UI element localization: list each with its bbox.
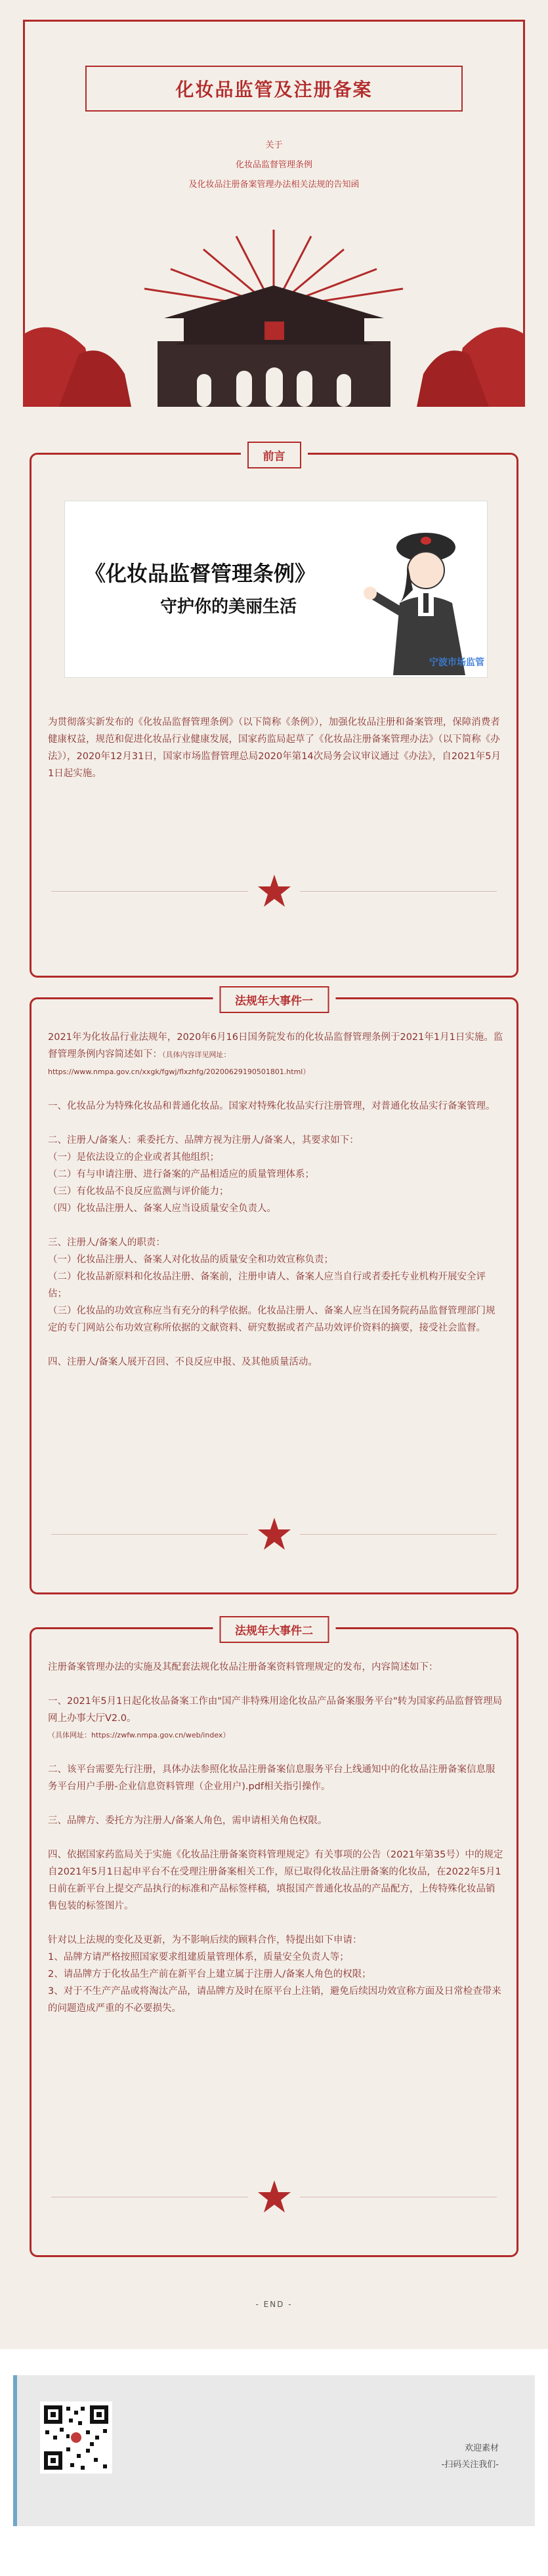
divider-right (300, 891, 497, 892)
event2-section (30, 1627, 518, 2257)
end-marker: - END - (255, 2300, 293, 2309)
event1-intro-text: 2021年为化妆品行业法规年，2020年6月16日国务院发布的化妆品监督管理条例于2021年1月1日实施。监督管理条例内容简述如下： (48, 1032, 503, 1060)
red-star-icon (257, 2179, 292, 2214)
tiananmen-gate-illustration (0, 223, 548, 407)
event1-url[interactable]: https://www.nmpa.gov.cn/xxgk/fgwj/flxzhfg/20200629190501801.html） (48, 1068, 310, 1076)
event2-item-url[interactable]: （具体网址：https://zwfw.nmpa.gov.cn/web/index） (48, 1731, 230, 1739)
promo-line-1: 《化妆品监督管理条例》 (85, 561, 316, 586)
preface-tag (241, 442, 308, 468)
header-sub-1: 关于 (265, 140, 283, 150)
header-sub-3: 及化妆品注册备案管理办法相关法规的告知函 (188, 180, 360, 190)
preface-body (48, 714, 504, 782)
event1-item: 四、注册人/备案人展开召回、不良反应申报、及其他质量活动。 (48, 1357, 318, 1367)
event1-section (30, 997, 518, 1594)
event2-tag-label: 法规年大事件二 (219, 1616, 329, 1643)
red-star-icon (257, 1516, 292, 1552)
follow-card (13, 2375, 535, 2526)
event1-item: （一）是依法设立的企业或者其他组织； (48, 1152, 219, 1163)
event1-item: （三）有化妆品不良反应监测与评价能力； (48, 1186, 229, 1197)
event2-item: 三、品牌方、委托方为注册人/备案人角色，需申请相关角色权限。 (48, 1816, 327, 1826)
event2-item: 一、2021年5月1日起化妆品备案工作由"国产非特殊用途化妆品产品备案服务平台"转为国家药品监督管理局网上办事大厅V2.0。 (48, 1696, 503, 1724)
page-title: 化妆品监管及注册备案 (175, 79, 373, 100)
preface-section (30, 450, 518, 978)
header-sub-2: 化妆品监督管理条例 (235, 160, 312, 170)
event1-tag (213, 986, 335, 1013)
promo-banner (64, 501, 488, 678)
divider-right (300, 1534, 497, 1535)
event2-tag (213, 1616, 335, 1643)
event1-tag-label: 法规年大事件一 (219, 986, 329, 1013)
footer-line-1: 欢迎素材 (464, 2443, 499, 2453)
promo-line-2: 守护你的美丽生活 (160, 597, 297, 617)
event2-body (48, 1659, 504, 2017)
event1-item: 一、化妆品分为特殊化妆品和普通化妆品。国家对特殊化妆品实行注册管理，对普通化妆品实行备案管理。 (48, 1101, 495, 1111)
qr-code-icon[interactable] (40, 2401, 112, 2474)
event2-item: 针对以上法规的变化及更新，为不影响后续的顾料合作，特提出如下申请： (48, 1935, 362, 1945)
preface-tag-label: 前言 (247, 442, 301, 468)
officer-illustration (354, 511, 485, 675)
red-star-icon (257, 873, 292, 909)
event1-body (48, 1029, 504, 1371)
preface-paragraph: 为贯彻落实新发布的《化妆品监督管理条例》（以下简称《条例》），加强化妆品注册和备案管理，保障消费者健康权益，规范和促进化妆品行业健康发展，国家药监局起草了《化妆品注册备案管理办法》（以下简称《办法》），2020年12月31日，国家市场监督管理总局2020年第14次局务会议审议通过《办法》，自2021年5月1日起实施。 (48, 717, 501, 779)
event1-item: （二）化妆品新原料和化妆品注册、备案前，注册申请人、备案人应当自行或者委托专业机构开展安全评估； (48, 1272, 486, 1299)
event1-intro-note: （具体内容详见网址： (162, 1050, 231, 1059)
event2-item: 二、该平台需要先行注册，具体办法参照化妆品注册备案信息服务平台上线通知中的化妆品注册备案信息服务平台用户手册-企业信息资料管理（企业用户).pdf相关指引操作。 (48, 1764, 495, 1792)
event2-intro: 注册备案管理办法的实施及其配套法规化妆品注册备案资料管理规定的发布，内容简述如下： (48, 1662, 438, 1672)
promo-logo-text: 宁波市场监管 (429, 657, 484, 668)
event2-item: 1、品牌方请严格按照国家要求组建质量管理体系，质量安全负责人等； (48, 1952, 349, 1963)
event1-intro (48, 1029, 504, 1064)
header (0, 0, 548, 407)
event1-item: 二、注册人/备案人：乘委托方、品牌方视为注册人/备案人，其要求如下： (48, 1135, 359, 1146)
event1-item: （二）有与申请注册、进行备案的产品相适应的质量管理体系； (48, 1169, 314, 1180)
event2-item: 3、对于不生产产品或将淘汰产品，请品牌方及时在原平台上注销，避免后续因功效宣称方面及日常检查带来的问题造成严重的不必要损失。 (48, 1986, 501, 2014)
footer (0, 2349, 548, 2576)
event2-item: 四、依据国家药监局关于实施《化妆品注册备案资料管理规定》有关事项的公告（2021年第35号）中的规定自2021年5月1日起申平台不在受理注册备案相关工作，原已取得化妆品注册备案的化妆品，在2022年5月1日前在新平台上提交产品执行的标准和产品标签样稿，填报国产普通化妆品的产品配方，上传特殊化妆品销售包装的标签图片。 (48, 1850, 503, 1911)
event1-item: 三、注册人/备案人的职责： (48, 1237, 165, 1248)
divider-left (51, 891, 248, 892)
title-box (85, 66, 463, 112)
footer-line-2: -扫码关注我们- (441, 2460, 499, 2470)
event1-item: （一）化妆品注册人、备案人对化妆品的质量安全和功效宣称负责； (48, 1255, 333, 1265)
divider-left (51, 1534, 248, 1535)
event2-item: 2、请品牌方于化妆品生产前在新平台上建立属于注册人/备案人角色的权限； (48, 1969, 371, 1980)
event1-item: （四）化妆品注册人、备案人应当设质量安全负责人。 (48, 1203, 276, 1214)
event1-item: （三）化妆品的功效宣称应当有充分的科学依据。化妆品注册人、备案人应当在国务院药品监督管理部门规定的专门网站公布功效宣称所依据的文献资料、研究数据或者产品功效评价资料的摘要，接受社会监督。 (48, 1306, 495, 1333)
